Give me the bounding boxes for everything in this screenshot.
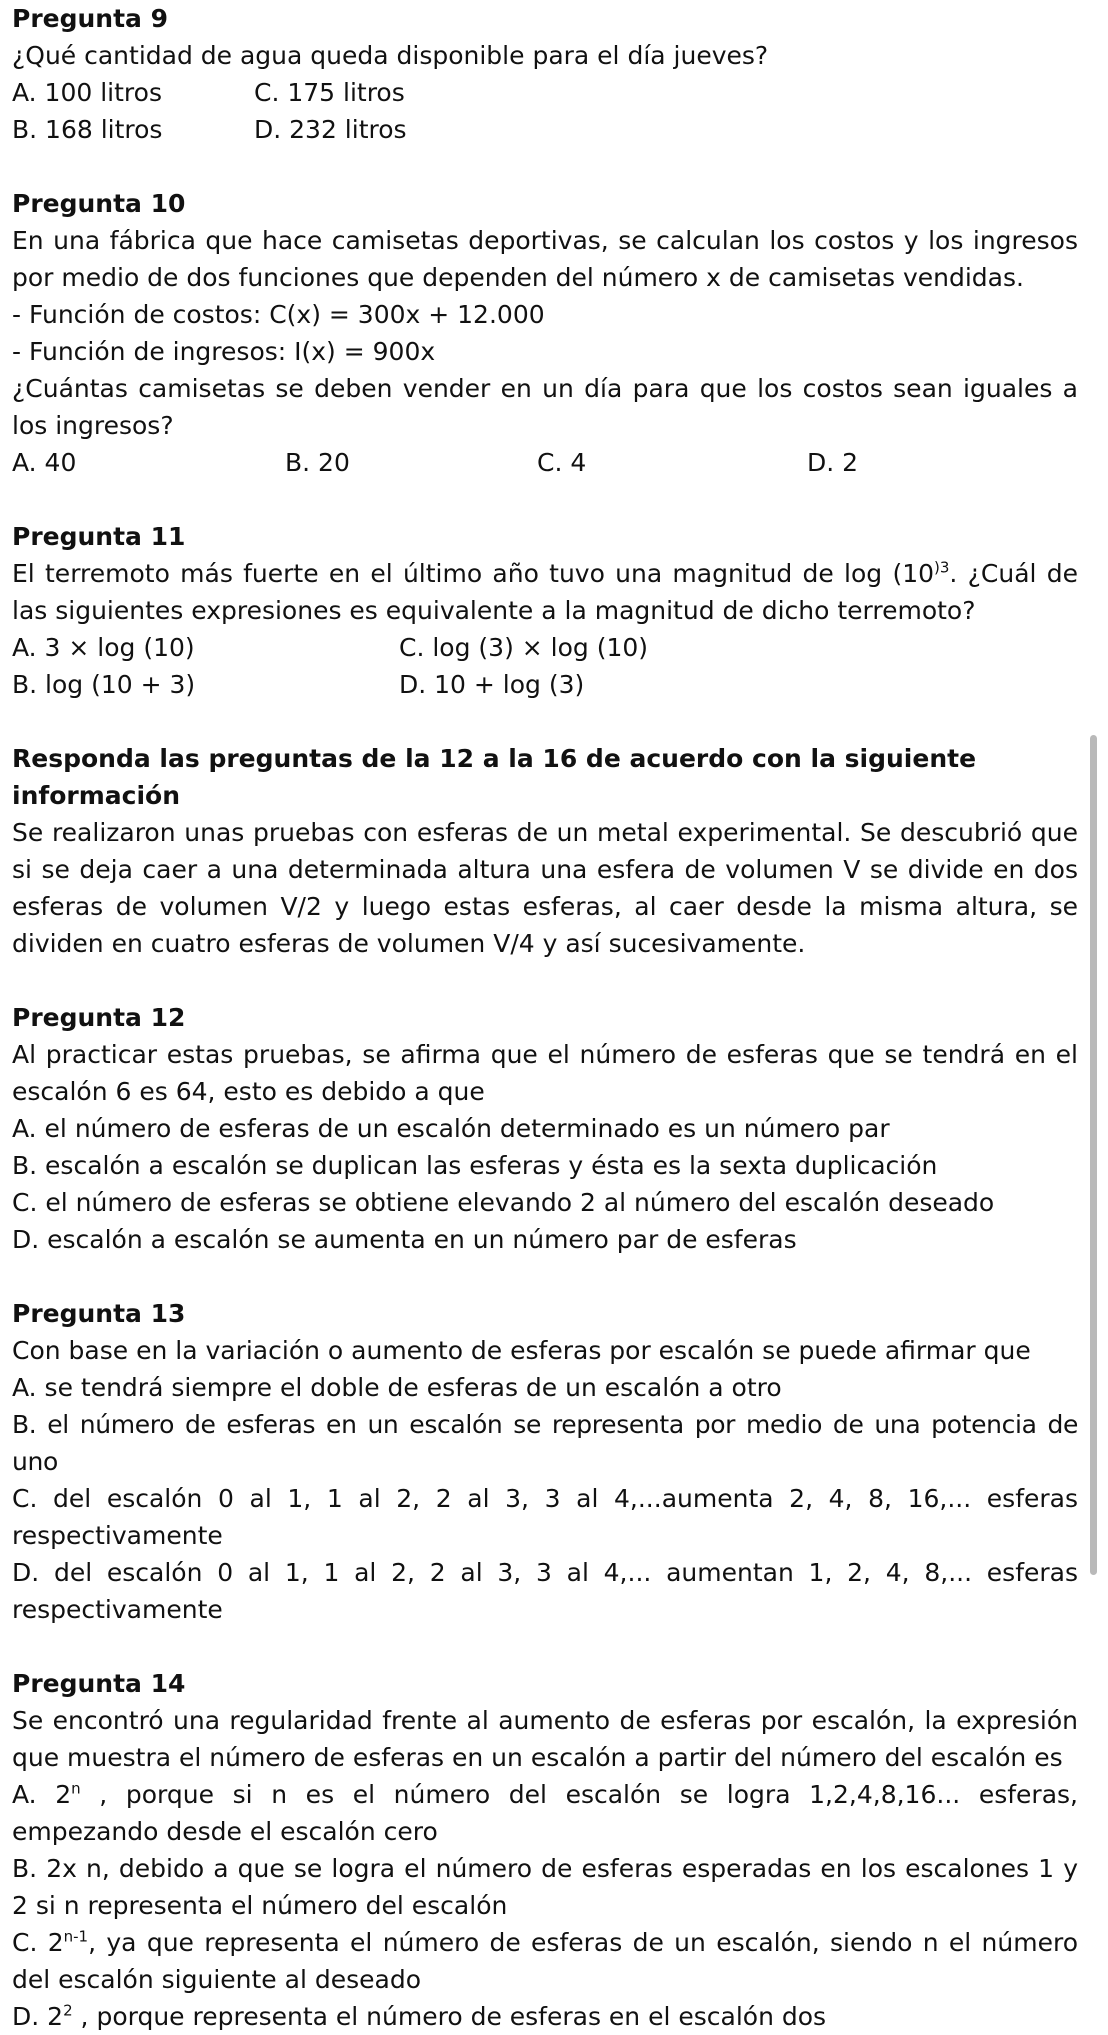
option-a[interactable]: A. 100 litros [12, 78, 162, 107]
cost-function: - Función de costos: C(x) = 300x + 12.000 [12, 300, 545, 329]
question-10 [12, 185, 1078, 481]
options-list [12, 74, 1078, 148]
option-b[interactable]: B. log (10 + 3) [12, 670, 196, 699]
scrollbar[interactable] [1090, 735, 1097, 1575]
option-b[interactable]: B. 168 litros [12, 115, 163, 144]
option-c[interactable]: C. log (3) × log (10) [399, 633, 649, 662]
options-list [12, 629, 1078, 703]
info-title: Responda las preguntas de la 12 a la 16 de acuerdo con la siguiente información [12, 744, 977, 810]
option-d[interactable]: D. 232 litros [254, 115, 407, 144]
question-text [12, 555, 1078, 629]
info-text: Se realizaron unas pruebas con esferas de un metal experimental. Se descubrió que si se deja caer a una determinada altura una esfera de volumen V se divide en dos esferas de volumen V/2 y luego estas esferas, al caer desde la misma altura, se dividen en cuatro esferas de volumen V/4 y así sucesivamente. [12, 818, 1078, 958]
option-b[interactable]: B. el número de esferas en un escalón se representa por medio de una potencia de uno [12, 1410, 1078, 1476]
question-title: Pregunta 9 [12, 4, 169, 33]
option-c[interactable]: C. del escalón 0 al 1, 1 al 2, 2 al 3, 3 al 4,...aumenta 2, 4, 8, 16,... esferas respectivamente [12, 1484, 1078, 1550]
option-d[interactable]: D. escalón a escalón se aumenta en un número par de esferas [12, 1225, 797, 1254]
exponent: )3 [934, 558, 950, 577]
option-b[interactable]: B. escalón a escalón se duplican las esferas y ésta es la sexta duplicación [12, 1151, 938, 1180]
option-c[interactable]: C. 175 litros [254, 78, 405, 107]
question-intro: En una fábrica que hace camisetas deportivas, se calculan los costos y los ingresos por medio de dos funciones que dependen del número x de camisetas vendidas. [12, 226, 1078, 292]
question-title: Pregunta 13 [12, 1299, 186, 1328]
options-list [12, 444, 1078, 481]
option-d[interactable]: D. del escalón 0 al 1, 1 al 2, 2 al 3, 3 al 4,... aumentan 1, 2, 4, 8,... esferas respectivamente [12, 1558, 1078, 1624]
question-title: Pregunta 12 [12, 1003, 186, 1032]
question-12 [12, 999, 1078, 1258]
question-text: Con base en la variación o aumento de esferas por escalón se puede afirmar que [12, 1336, 1031, 1365]
option-a-exponent: n [71, 1779, 81, 1798]
option-d-text: , porque representa el número de esferas en el escalón dos [72, 2002, 827, 2031]
document-page [12, 0, 1078, 2035]
option-b[interactable]: B. 2x n, debido a que se logra el número de esferas esperadas en los escalones 1 y 2 si n representa el número del escalón [12, 1854, 1078, 1920]
option-a-base: A. 2 [12, 1780, 72, 1809]
question-title: Pregunta 14 [12, 1669, 186, 1698]
option-c-exponent: n-1 [63, 1927, 89, 1946]
question-11 [12, 518, 1078, 703]
option-c-base: C. 2 [12, 1928, 64, 1957]
option-c-text: , ya que representa el número de esferas de un escalón, siendo n el número del escalón siguiente al deseado [12, 1928, 1078, 1994]
option-c[interactable] [12, 1924, 1078, 1998]
question-text: Se encontró una regularidad frente al aumento de esferas por escalón, la expresión que muestra el número de esferas en un escalón a partir del número del escalón es [12, 1706, 1078, 1772]
question-9 [12, 0, 1078, 148]
option-a[interactable]: A. 40 [12, 448, 77, 477]
info-block [12, 740, 1078, 962]
question-title: Pregunta 10 [12, 189, 186, 218]
question-text: Al practicar estas pruebas, se afirma que el número de esferas que se tendrá en el escalón 6 es 64, esto es debido a que [12, 1040, 1078, 1106]
question-text: ¿Cuántas camisetas se deben vender en un día para que los costos sean iguales a los ingresos? [12, 374, 1078, 440]
option-d[interactable]: D. 10 + log (3) [399, 670, 585, 699]
question-title: Pregunta 11 [12, 522, 186, 551]
question-14 [12, 1665, 1078, 2035]
option-c[interactable]: C. 4 [537, 448, 587, 477]
option-d[interactable]: D. 2 [807, 448, 859, 477]
option-a[interactable] [12, 1776, 1078, 1850]
question-text: ¿Qué cantidad de agua queda disponible para el día jueves? [12, 41, 769, 70]
option-a[interactable]: A. 3 × log (10) [12, 633, 195, 662]
text-after: . ¿Cuál de las siguientes expresiones es equivalente a la magnitud de dicho terremoto? [12, 559, 1078, 625]
option-d-exponent: 2 [63, 2001, 73, 2020]
option-d[interactable] [12, 1998, 1078, 2035]
option-a[interactable]: A. el número de esferas de un escalón determinado es un número par [12, 1114, 890, 1143]
option-d-base: D. 2 [12, 2002, 64, 2031]
option-c[interactable]: C. el número de esferas se obtiene elevando 2 al número del escalón deseado [12, 1188, 995, 1217]
question-13 [12, 1295, 1078, 1628]
option-a-text: , porque si n es el número del escalón se logra 1,2,4,8,16... esferas, empezando desde el escalón cero [12, 1780, 1079, 1846]
option-a[interactable]: A. se tendrá siempre el doble de esferas de un escalón a otro [12, 1373, 782, 1402]
option-b[interactable]: B. 20 [285, 448, 350, 477]
income-function: - Función de ingresos: I(x) = 900x [12, 337, 436, 366]
text-before: El terremoto más fuerte en el último año tuvo una magnitud de log (10 [12, 559, 935, 588]
